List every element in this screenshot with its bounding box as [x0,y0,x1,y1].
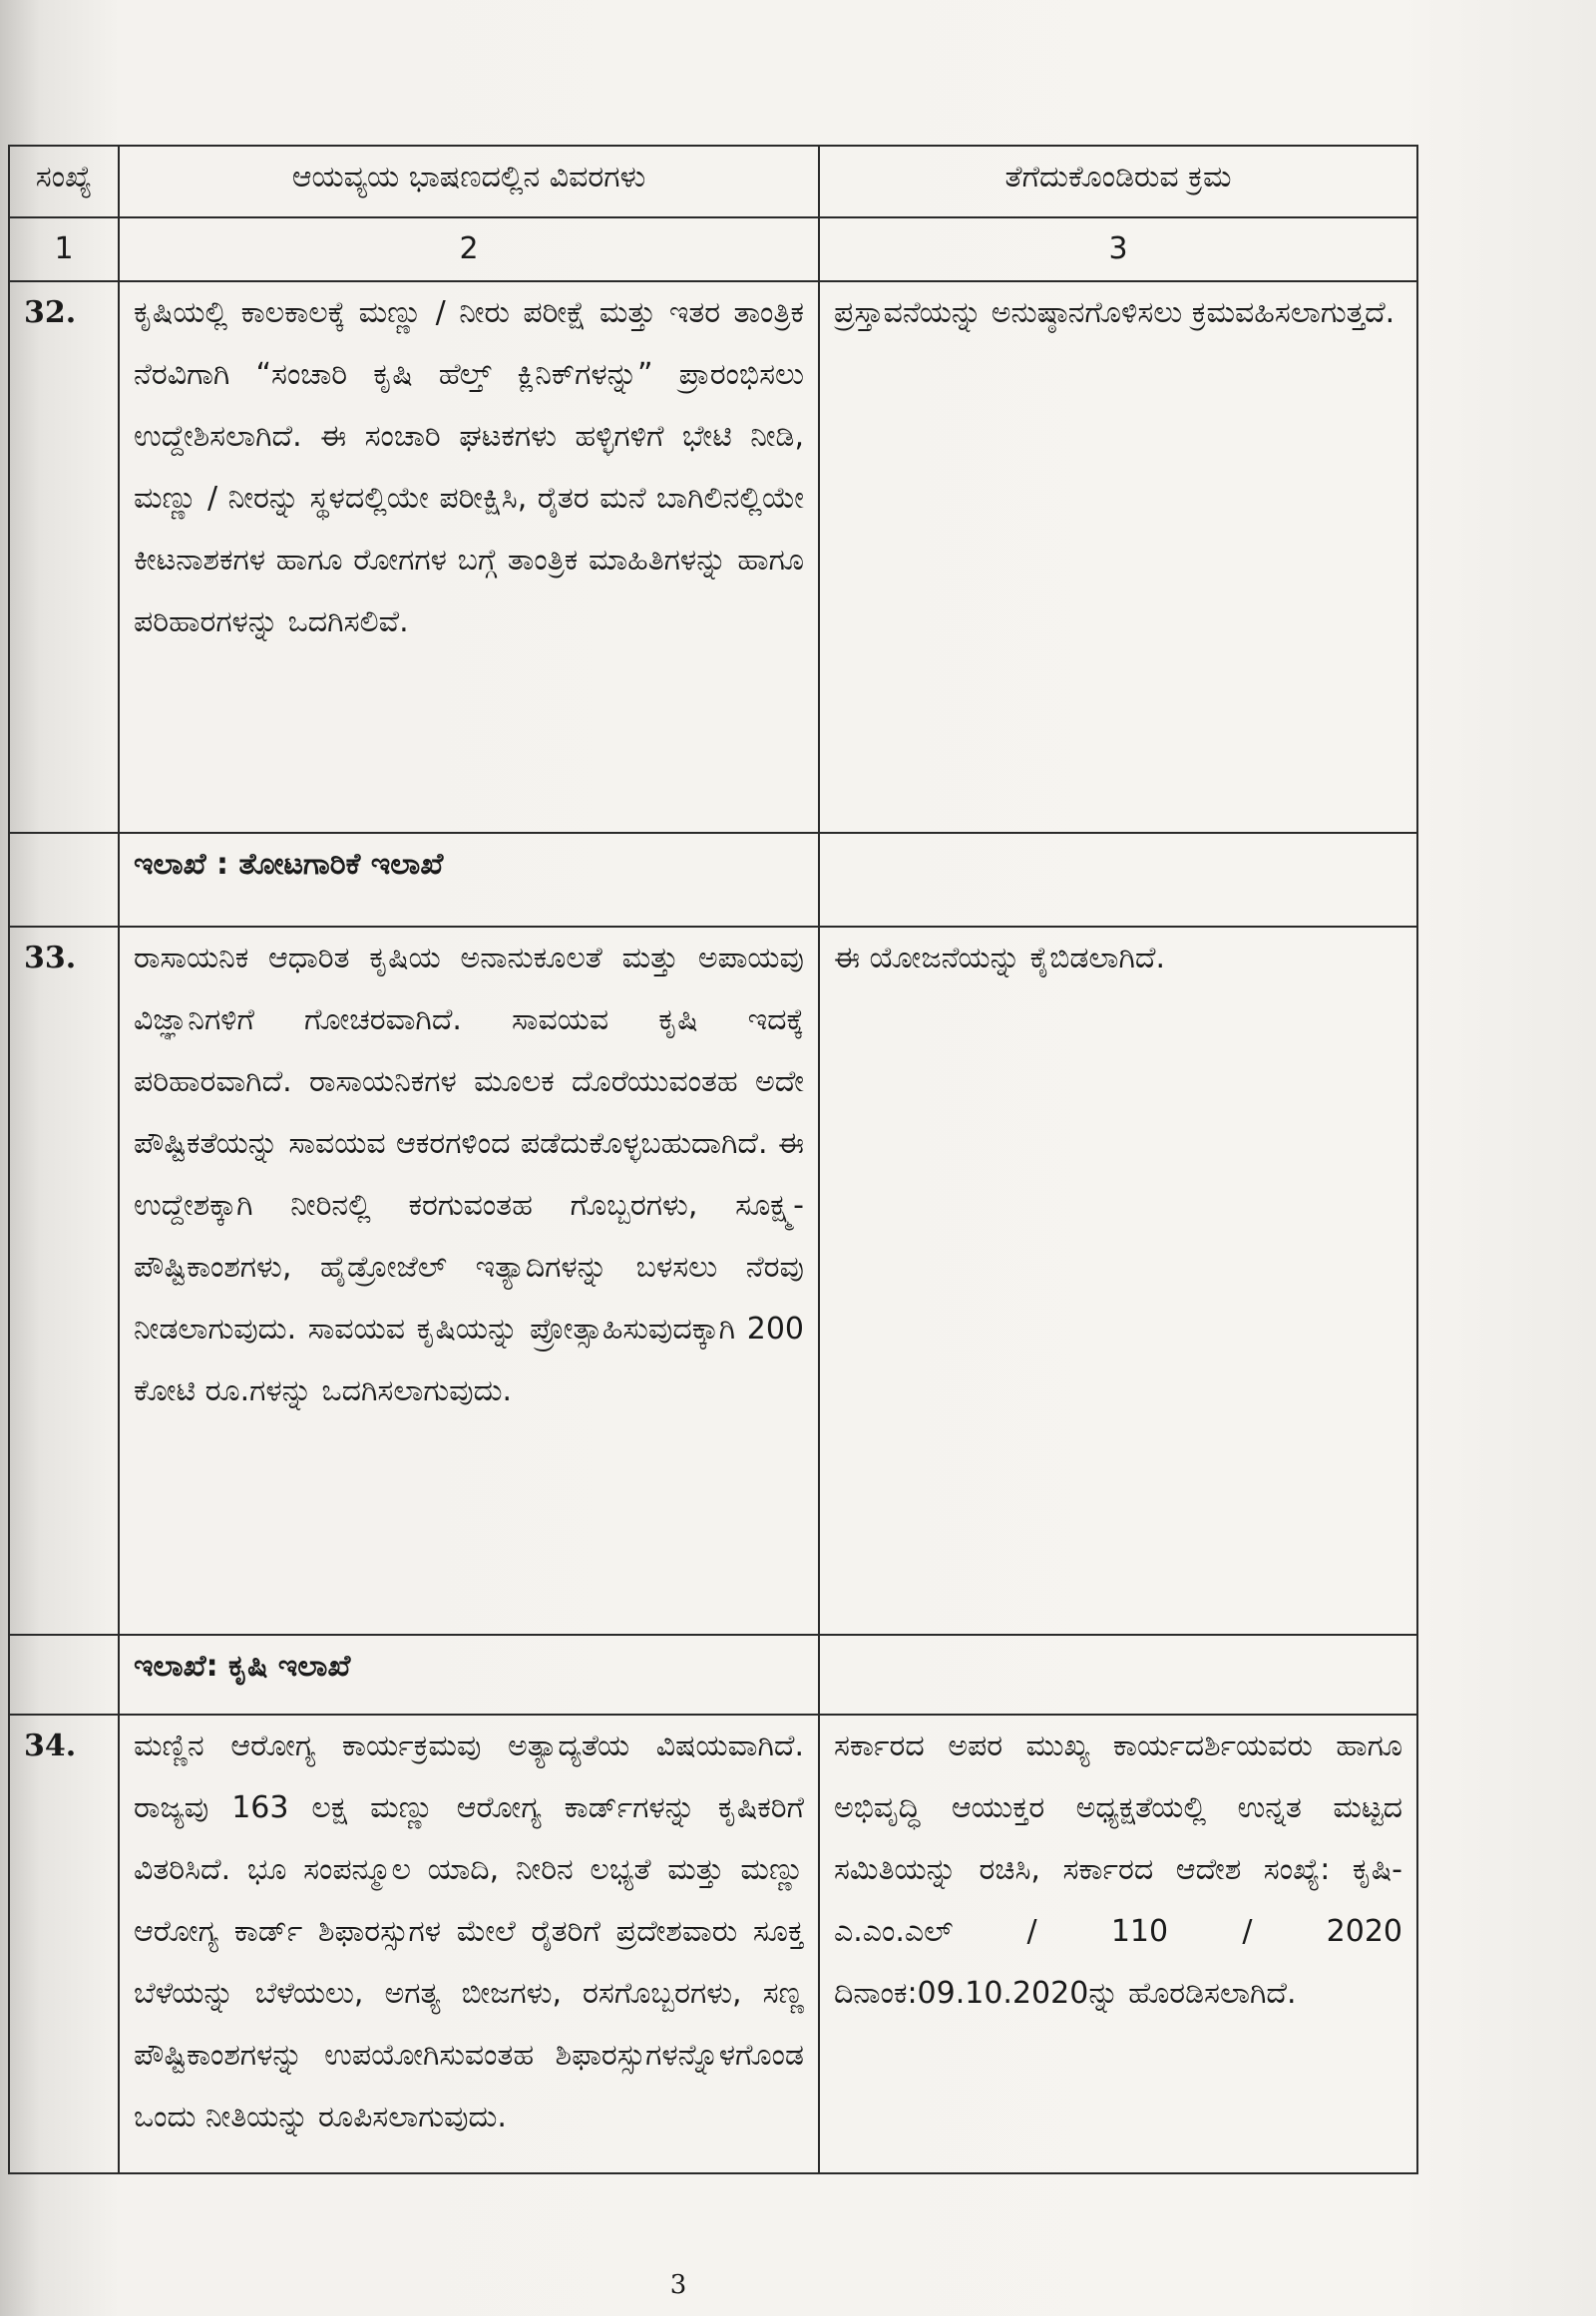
row-details: ಮಣ್ಣಿನ ಆರೋಗ್ಯ ಕಾರ್ಯಕ್ರಮವು ಅತ್ಯಾದ್ಯತೆಯ ವಿಷಯವಾಗಿದೆ. ರಾಜ್ಯವು 163 ಲಕ್ಷ ಮಣ್ಣು ಆರೋಗ್ಯ ಕಾರ್ಡ್‌ಗಳನ್ನು ಕೃಷಿಕರಿಗೆ ವಿತರಿಸಿದೆ. ಭೂ ಸಂಪನ್ಮೂಲ ಯಾದಿ, ನೀರಿನ ಲಭ್ಯತೆ ಮತ್ತು ಮಣ್ಣು ಆರೋಗ್ಯ ಕಾರ್ಡ್ ಶಿಫಾರಸ್ಸುಗಳ ಮೇಲೆ ರೈತರಿಗೆ ಪ್ರದೇಶವಾರು ಸೂಕ್ತ ಬೆಳೆಯನ್ನು ಬೆಳೆಯಲು, ಅಗತ್ಯ ಬೀಜಗಳು, ರಸಗೊಬ್ಬರಗಳು, ಸಣ್ಣ ಪೌಷ್ಟಿಕಾಂಶಗಳನ್ನು ಉಪಯೋಗಿಸುವಂತಹ ಶಿಫಾರಸ್ಸುಗಳನ್ನೊಳಗೊಂಡ ಒಂದು ನೀತಿಯನ್ನು ರೂಪಿಸಲಾಗುವುದು. [119,1715,819,2173]
table-header-row [9,146,1417,217]
department-label: ಇಲಾಖೆ: ಕೃಷಿ ಇಲಾಖೆ [119,1635,819,1715]
page-number: 3 [669,2270,687,2300]
header-details: ಆಯವ್ಯಯ ಭಾಷಣದಲ್ಲಿನ ವಿವರಗಳು [119,146,819,217]
row-serial: 32. [9,281,119,833]
header-action: ತೆಗೆದುಕೊಂಡಿರುವ ಕ್ರಮ [819,146,1417,217]
column-number-row [9,217,1417,281]
column-number-1: 1 [9,217,119,281]
column-number-3: 3 [819,217,1417,281]
row-details: ರಾಸಾಯನಿಕ ಆಧಾರಿತ ಕೃಷಿಯ ಅನಾನುಕೂಲತೆ ಮತ್ತು ಅಪಾಯವು ವಿಜ್ಞಾನಿಗಳಿಗೆ ಗೋಚರವಾಗಿದೆ. ಸಾವಯವ ಕೃಷಿ ಇದಕ್ಕೆ ಪರಿಹಾರವಾಗಿದೆ. ರಾಸಾಯನಿಕಗಳ ಮೂಲಕ ದೊರೆಯುವಂತಹ ಅದೇ ಪೌಷ್ಟಿಕತೆಯನ್ನು ಸಾವಯವ ಆಕರಗಳಿಂದ ಪಡೆದುಕೊಳ್ಳಬಹುದಾಗಿದೆ. ಈ ಉದ್ದೇಶಕ್ಕಾಗಿ ನೀರಿನಲ್ಲಿ ಕರಗುವಂತಹ ಗೊಬ್ಬರಗಳು, ಸೂಕ್ಷ್ಮ-ಪೌಷ್ಟಿಕಾಂಶಗಳು, ಹೈಡ್ರೋಜೆಲ್ ಇತ್ಯಾದಿಗಳನ್ನು ಬಳಸಲು ನೆರವು ನೀಡಲಾಗುವುದು. ಸಾವಯವ ಕೃಷಿಯನ್ನು ಪ್ರೋತ್ಸಾಹಿಸುವುದಕ್ಕಾಗಿ 200 ಕೋಟಿ ರೂ.ಗಳನ್ನು ಒದಗಿಸಲಾಗುವುದು. [119,927,819,1635]
row-action: ಈ ಯೋಜನೆಯನ್ನು ಕೈಬಿಡಲಾಗಿದೆ. [819,927,1417,1635]
budget-table [8,145,1418,2174]
department-label: ಇಲಾಖೆ : ತೋಟಗಾರಿಕೆ ಇಲಾಖೆ [119,833,819,927]
row-action: ಪ್ರಸ್ತಾವನೆಯನ್ನು ಅನುಷ್ಠಾನಗೊಳಿಸಲು ಕ್ರಮವಹಿಸಲಾಗುತ್ತದೆ. [819,281,1417,833]
row-serial: 33. [9,927,119,1635]
table-row [9,927,1417,1635]
row-serial: 34. [9,1715,119,2173]
department-row [9,1635,1417,1715]
department-row [9,833,1417,927]
table-row [9,281,1417,833]
table-row [9,1715,1417,2173]
row-details: ಕೃಷಿಯಲ್ಲಿ ಕಾಲಕಾಲಕ್ಕೆ ಮಣ್ಣು / ನೀರು ಪರೀಕ್ಷೆ ಮತ್ತು ಇತರ ತಾಂತ್ರಿಕ ನೆರವಿಗಾಗಿ “ಸಂಚಾರಿ ಕೃಷಿ ಹೆಲ್ತ್ ಕ್ಲಿನಿಕ್‌ಗಳನ್ನು” ಪ್ರಾರಂಭಿಸಲು ಉದ್ದೇಶಿಸಲಾಗಿದೆ. ಈ ಸಂಚಾರಿ ಘಟಕಗಳು ಹಳ್ಳಿಗಳಿಗೆ ಭೇಟಿ ನೀಡಿ, ಮಣ್ಣು / ನೀರನ್ನು ಸ್ಥಳದಲ್ಲಿಯೇ ಪರೀಕ್ಷಿಸಿ, ರೈತರ ಮನೆ ಬಾಗಿಲಿನಲ್ಲಿಯೇ ಕೀಟನಾಶಕಗಳ ಹಾಗೂ ರೋಗಗಳ ಬಗ್ಗೆ ತಾಂತ್ರಿಕ ಮಾಹಿತಿಗಳನ್ನು ಹಾಗೂ ಪರಿಹಾರಗಳನ್ನು ಒದಗಿಸಲಿವೆ. [119,281,819,833]
column-number-2: 2 [119,217,819,281]
header-serial: ಸಂಖ್ಯೆ [9,146,119,217]
row-action: ಸರ್ಕಾರದ ಅಪರ ಮುಖ್ಯ ಕಾರ್ಯದರ್ಶಿಯವರು ಹಾಗೂ ಅಭಿವೃದ್ಧಿ ಆಯುಕ್ತರ ಅಧ್ಯಕ್ಷತೆಯಲ್ಲಿ ಉನ್ನತ ಮಟ್ಟದ ಸಮಿತಿಯನ್ನು ರಚಿಸಿ, ಸರ್ಕಾರದ ಆದೇಶ ಸಂಖ್ಯೆ: ಕೃಷಿ-ಎ.ಎಂ.ಎಲ್ / 110 / 2020 ದಿನಾಂಕ:09.10.2020ನ್ನು ಹೊರಡಿಸಲಾಗಿದೆ. [819,1715,1417,2173]
